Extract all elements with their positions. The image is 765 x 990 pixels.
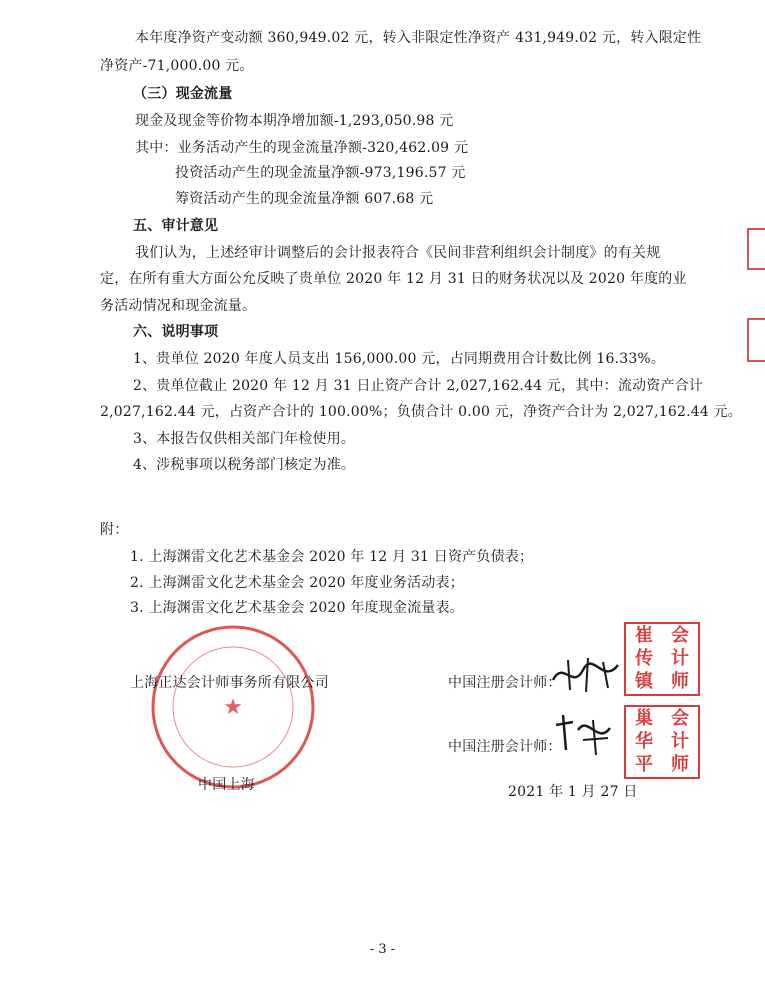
cash-business-line: 其中：业务活动产生的现金流量净额-320,462.09 元 xyxy=(135,140,469,156)
report-date: 2021 年 1 月 27 日 xyxy=(508,784,638,800)
cpa2-signature xyxy=(548,710,618,760)
edge-seal-mark xyxy=(747,228,765,270)
cpa1-stamp-char: 崔 xyxy=(635,624,653,646)
cpa1-signature xyxy=(548,650,628,700)
cpa1-stamp xyxy=(624,622,700,696)
note-3: 3、本报告仅供相关部门年检使用。 xyxy=(133,431,356,447)
attachment-2: 2. 上海渊雷文化艺术基金会 2020 年度业务活动表； xyxy=(130,575,464,591)
cpa2-stamp-char: 华 xyxy=(635,730,653,752)
cpa2-stamp-char: 会 xyxy=(671,707,689,729)
cpa2-label: 中国注册会计师： xyxy=(448,739,562,755)
audit-opinion-line1: 我们认为，上述经审计调整后的会计报表符合《民间非营利组织会计制度》的有关规 xyxy=(135,245,661,261)
firm-name: 上海正达会计师事务所有限公司 xyxy=(130,675,329,691)
cpa2-stamp-char: 计 xyxy=(671,730,689,752)
cpa1-stamp-char: 传 xyxy=(635,647,653,669)
cpa2-stamp-char: 师 xyxy=(671,754,689,776)
note-4: 4、涉税事项以税务部门核定为准。 xyxy=(133,457,356,473)
svg-text:★: ★ xyxy=(223,695,243,720)
cpa2-stamp-char: 平 xyxy=(635,754,653,776)
cpa2-stamp-char: 巢 xyxy=(635,707,653,729)
cpa1-stamp-char: 师 xyxy=(671,671,689,693)
audit-opinion-line3: 务活动情况和现金流量。 xyxy=(100,298,257,314)
cpa1-stamp-char: 镇 xyxy=(635,671,653,693)
notes-title: 六、说明事项 xyxy=(133,324,219,340)
net-assets-change-line2: 净资产-71,000.00 元。 xyxy=(100,58,254,74)
cpa1-label: 中国注册会计师： xyxy=(448,675,562,691)
cash-total-line: 现金及现金等价物本期净增加额-1,293,050.98 元 xyxy=(135,113,454,129)
firm-location: 中国上海 xyxy=(198,777,255,793)
note-2-line1: 2、贵单位截止 2020 年 12 月 31 日止资产合计 2,027,162.44 元，其中：流动资产合计 xyxy=(133,378,704,394)
cpa1-stamp-char: 计 xyxy=(671,647,689,669)
attachment-3: 3. 上海渊雷文化艺术基金会 2020 年度现金流量表。 xyxy=(130,600,464,616)
cpa1-stamp-char: 会 xyxy=(671,624,689,646)
audit-opinion-line2: 定，在所有重大方面公允反映了贵单位 2020 年 12 月 31 日的财务状况以及 2020 年度的业 xyxy=(100,271,687,287)
section-cash-flow-title: （三）现金流量 xyxy=(133,86,233,102)
firm-round-seal xyxy=(148,622,318,792)
cpa2-stamp xyxy=(624,705,700,779)
audit-opinion-title: 五、审计意见 xyxy=(133,218,219,234)
cash-finance-line: 筹资活动产生的现金流量净额 607.68 元 xyxy=(175,191,434,207)
edge-seal-mark xyxy=(747,318,765,362)
cash-invest-line: 投资活动产生的现金流量净额-973,196.57 元 xyxy=(175,165,466,181)
attachments-title: 附： xyxy=(100,522,129,538)
note-2-line2: 2,027,162.44 元，占资产合计的 100.00%；负债合计 0.00 元，净资产合计为 2,027,162.44 元。 xyxy=(100,404,742,420)
page-number: - 3 - xyxy=(369,942,396,957)
note-1: 1、贵单位 2020 年度人员支出 156,000.00 元，占同期费用合计数比例 16.33%。 xyxy=(133,351,666,367)
attachment-1: 1. 上海渊雷文化艺术基金会 2020 年 12 月 31 日资产负债表； xyxy=(130,549,534,565)
net-assets-change-line1: 本年度净资产变动额 360,949.02 元，转入非限定性净资产 431,949.02 元，转入限定性 xyxy=(135,30,702,46)
